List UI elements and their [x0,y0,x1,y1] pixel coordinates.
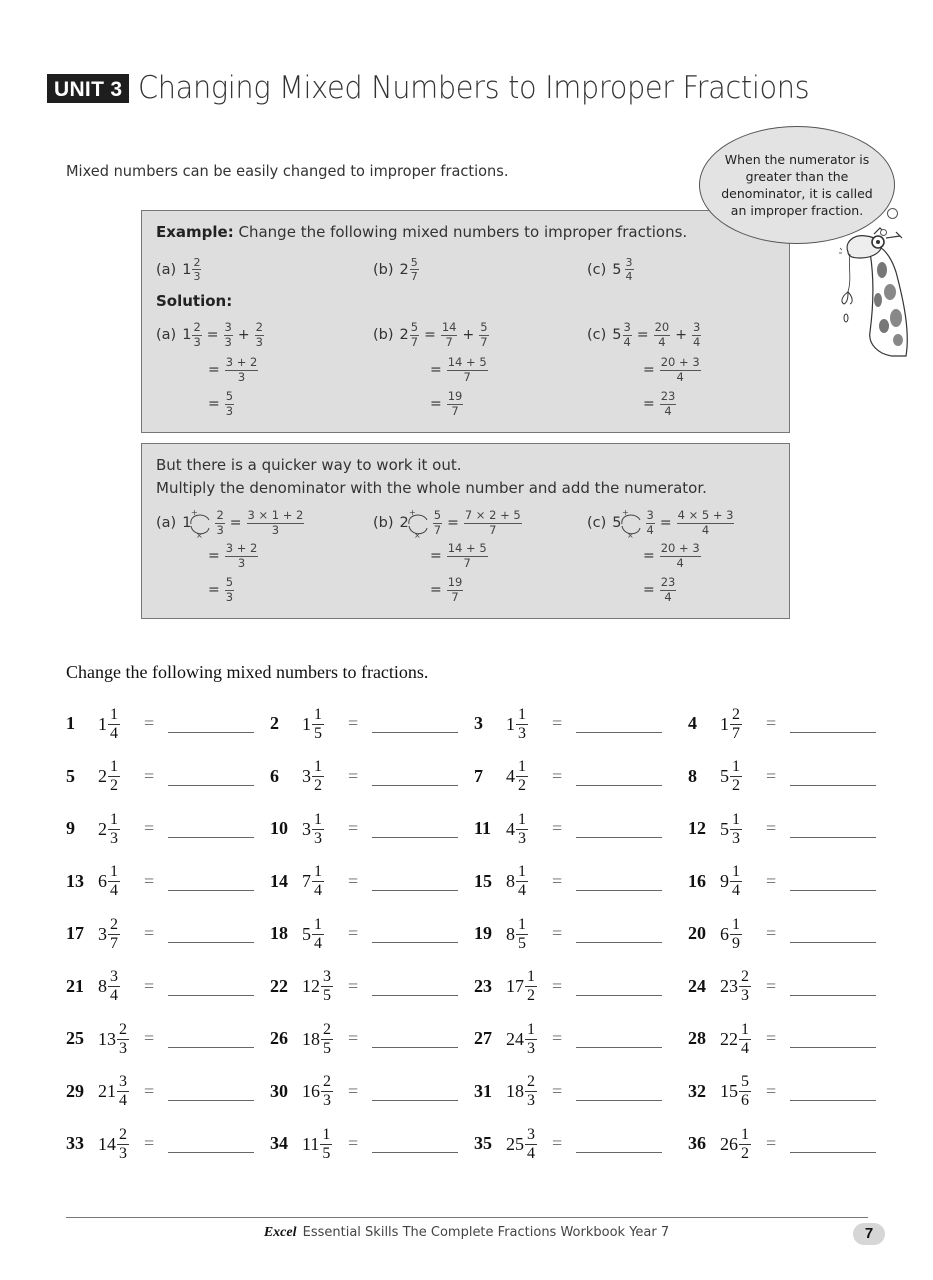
quick-c-step2: = $\frac{20 + 3}{4}$ [643,541,700,570]
answer-blank[interactable] [790,1100,876,1101]
answer-blank[interactable] [168,1100,254,1101]
solution-a-step3: = $\frac{5}{3}$ [208,389,234,418]
fraction: $\frac{5}{7}$ [410,256,418,283]
thought-bubble [699,126,895,244]
equals-sign: = [144,1080,155,1101]
footer-text [0,1225,933,1241]
question-item [270,705,470,745]
mixed-number: 9 $\frac{1}{4}$ [720,863,740,899]
mixed-number: 13 $\frac{2}{3}$ [98,1020,127,1057]
question-number: 18 [270,923,288,943]
answer-blank[interactable] [576,785,662,786]
equals-sign: = [552,1028,563,1048]
equals-sign: = [766,1133,777,1153]
unit-badge: UNIT 3 [47,74,129,103]
question-number: 32 [688,1080,706,1101]
example-heading [156,223,687,241]
answer-blank[interactable] [790,837,876,838]
footer-brand: Excel [263,1225,297,1240]
question-item [474,863,674,903]
cycle-arrow-icon [189,508,213,538]
mixed-number: 18 $\frac{2}{5}$ [302,1020,331,1057]
question-item [270,810,470,850]
equals-sign: = [766,713,777,733]
question-item [270,915,470,955]
example-item-a: (a) 1 $\frac{2}{3}$ [156,256,201,283]
mixed-number: 1 $\frac{1}{5}$ [302,705,322,742]
equals-sign: = [766,818,777,838]
equals-sign: = [144,1133,155,1153]
mixed-number: 6 $\frac{1}{4}$ [98,863,118,899]
question-number: 3 [474,713,483,733]
question-item [66,1125,266,1165]
equals-sign: = [348,818,359,838]
thought-dot-large [887,208,898,219]
equals-sign: = [766,1080,777,1101]
fraction: $\frac{3}{4}$ [625,256,633,283]
example-box [141,210,790,433]
svg-text:×: × [196,531,204,538]
answer-blank[interactable] [790,1047,876,1048]
quick-a-step3: = $\frac{5}{3}$ [208,575,234,604]
mixed-number: 21 $\frac{3}{4}$ [98,1073,127,1109]
mixed-number: 17 $\frac{1}{2}$ [506,968,535,1004]
svg-text:×: × [626,531,634,538]
question-number: 11 [474,818,492,838]
mixed-number: 8 $\frac{1}{4}$ [506,863,526,899]
mixed-number: 3 $\frac{2}{7}$ [98,915,118,952]
mixed-number: 5 $\frac{1}{3}$ [720,810,740,847]
quick-a-step2: = $\frac{3 + 2}{3}$ [208,541,258,570]
mixed-number: 12 $\frac{3}{5}$ [302,968,331,1004]
example-item-b: (b) 2 $\frac{5}{7}$ [373,256,418,283]
question-number: 33 [66,1133,84,1153]
answer-blank[interactable] [576,995,662,996]
answer-blank[interactable] [576,1100,662,1101]
answer-blank[interactable] [168,1047,254,1048]
answer-blank[interactable] [372,732,458,733]
quick-c-step3: = $\frac{23}{4}$ [643,575,676,604]
question-number: 1 [66,713,75,733]
question-number: 29 [66,1080,84,1101]
answer-blank[interactable] [372,942,458,943]
question-number: 35 [474,1133,492,1153]
question-item [688,863,888,903]
answer-blank[interactable] [576,1152,662,1153]
mixed-number: 1 $\frac{1}{4}$ [98,705,118,742]
cycle-arrow-icon [407,508,431,538]
answer-blank[interactable] [168,890,254,891]
mixed-number: 8 $\frac{3}{4}$ [98,968,118,1004]
mixed-number: 2 $\frac{1}{2}$ [98,758,118,794]
equals-sign: = [348,713,359,733]
equals-sign: = [348,870,359,891]
page-number: 7 [853,1223,885,1245]
mixed-number: 16 $\frac{2}{3}$ [302,1073,331,1109]
answer-blank[interactable] [168,785,254,786]
question-number: 28 [688,1028,706,1048]
quick-method-box [141,443,790,619]
question-item [66,705,266,745]
answer-blank[interactable] [372,995,458,996]
equals-sign: = [144,870,155,891]
quick-line-2: Multiply the denominator with the whole number and add the numerator. [156,479,707,497]
question-item [66,758,266,798]
mixed-number: 26 $\frac{1}{2}$ [720,1125,749,1162]
question-item [474,1073,674,1113]
answer-blank[interactable] [790,995,876,996]
answer-blank[interactable] [576,890,662,891]
question-item [270,1125,470,1165]
equals-sign: = [552,870,563,891]
question-item [688,915,888,955]
answer-blank[interactable] [372,1047,458,1048]
fraction: $\frac{2}{3}$ [193,256,201,283]
mixed-number: 5 $\frac{1}{2}$ [720,758,740,794]
equals-sign: = [144,923,155,943]
example-item-c: (c) 5 $\frac{3}{4}$ [587,256,633,283]
question-item [474,758,674,798]
mixed-number: 5 $\frac{1}{4}$ [302,915,322,952]
question-number: 2 [270,713,279,733]
equals-sign: = [144,818,155,838]
answer-blank[interactable] [576,942,662,943]
giraffe-icon [834,222,914,358]
solution-c-step1: (c) 5 $\frac{3}{4}$ = $\frac{20}{4}$ + $\frac{3}{4}$ [587,320,701,349]
question-item [66,1073,266,1113]
question-number: 17 [66,923,84,943]
answer-blank[interactable] [372,837,458,838]
footer-title: Essential Skills The Complete Fractions Workbook Year 7 [298,1225,670,1240]
mixed-number: 4 $\frac{1}{3}$ [506,810,526,847]
quick-b-step3: = $\frac{19}{7}$ [430,575,463,604]
svg-text:+: + [621,508,629,517]
answer-blank[interactable] [576,837,662,838]
equals-sign: = [552,713,563,733]
answer-blank[interactable] [790,942,876,943]
question-number: 7 [474,765,483,786]
mixed-number: 15 $\frac{5}{6}$ [720,1073,749,1109]
mixed-number: 25 $\frac{3}{4}$ [506,1125,535,1162]
solution-a-step2: = $\frac{3 + 2}{3}$ [208,355,258,384]
question-item [688,758,888,798]
quick-c-step1: (c) 5 + × $\frac{3}{4}$ = $\frac{4 \times 5 + 3}{4}$ [587,508,734,538]
question-number: 14 [270,870,288,891]
mixed-number: 22 $\frac{1}{4}$ [720,1020,749,1057]
solution-b-step2: = $\frac{14 + 5}{7}$ [430,355,487,384]
question-item [688,1125,888,1165]
equals-sign: = [144,713,155,733]
question-number: 12 [688,818,706,838]
question-number: 24 [688,975,706,996]
equals-sign: = [766,870,777,891]
equals-sign: = [766,1028,777,1048]
equals-sign: = [766,765,777,786]
solution-b-step1: (b) 2 $\frac{5}{7}$ = $\frac{14}{7}$ + $\frac{5}{7}$ [373,320,488,349]
thought-dot-small [880,229,887,236]
example-text: Change the following mixed numbers to improper fractions. [233,223,688,241]
mixed-number: 7 $\frac{1}{4}$ [302,863,322,899]
question-number: 36 [688,1133,706,1153]
equals-sign: = [552,1080,563,1101]
solution-a-step1: (a) 1 $\frac{2}{3}$ = $\frac{3}{3}$ + $\frac{2}{3}$ [156,320,263,349]
question-item [688,810,888,850]
answer-blank[interactable] [790,890,876,891]
question-number: 26 [270,1028,288,1048]
question-item [270,758,470,798]
question-item [688,968,888,1008]
question-item [270,1073,470,1113]
question-number: 23 [474,975,492,996]
question-item [270,968,470,1008]
answer-blank[interactable] [168,942,254,943]
equals-sign: = [144,975,155,996]
equals-sign: = [552,923,563,943]
equals-sign: = [348,975,359,996]
equals-sign: = [144,1028,155,1048]
question-number: 21 [66,975,84,996]
mixed-number: 8 $\frac{1}{5}$ [506,915,526,952]
question-item [270,1020,470,1060]
solution-c-step3: = $\frac{23}{4}$ [643,389,676,418]
page-title: Changing Mixed Numbers to Improper Fractions [138,70,810,106]
question-item [66,968,266,1008]
solution-b-step3: = $\frac{19}{7}$ [430,389,463,418]
equals-sign: = [552,818,563,838]
question-number: 8 [688,765,697,786]
mixed-number: 4 $\frac{1}{2}$ [506,758,526,794]
answer-blank[interactable] [576,732,662,733]
question-item [66,915,266,955]
mixed-number: 11 $\frac{1}{5}$ [302,1125,331,1162]
mixed-number: 3 $\frac{1}{2}$ [302,758,322,794]
question-item [270,863,470,903]
cycle-arrow-icon [620,508,644,538]
mixed-number: 3 $\frac{1}{3}$ [302,810,322,847]
equals-sign: = [552,1133,563,1153]
mixed-number: 18 $\frac{2}{3}$ [506,1073,535,1109]
exercise-instruction: Change the following mixed numbers to fractions. [66,662,429,682]
question-number: 13 [66,870,84,891]
answer-blank[interactable] [168,995,254,996]
question-number: 16 [688,870,706,891]
question-item [474,1020,674,1060]
mixed-number: 1 $\frac{1}{3}$ [506,705,526,742]
answer-blank[interactable] [168,1152,254,1153]
equals-sign: = [348,765,359,786]
mixed-number: 14 $\frac{2}{3}$ [98,1125,127,1162]
answer-blank[interactable] [168,837,254,838]
question-item [66,863,266,903]
question-item [474,810,674,850]
question-item [474,1125,674,1165]
answer-blank[interactable] [372,1152,458,1153]
quick-b-step2: = $\frac{14 + 5}{7}$ [430,541,487,570]
solution-heading: Solution: [156,292,233,310]
question-number: 25 [66,1028,84,1048]
equals-sign: = [552,765,563,786]
answer-blank[interactable] [790,732,876,733]
answer-blank[interactable] [790,1152,876,1153]
page-header [47,70,860,106]
answer-blank[interactable] [576,1047,662,1048]
answer-blank[interactable] [372,1100,458,1101]
question-number: 6 [270,765,279,786]
equals-sign: = [144,765,155,786]
svg-text:×: × [413,531,421,538]
question-number: 4 [688,713,697,733]
svg-text:+: + [191,508,199,517]
mixed-number: 24 $\frac{1}{3}$ [506,1020,535,1057]
question-item [474,968,674,1008]
quick-b-step1: (b) 2 + × $\frac{5}{7}$ = $\frac{7 \times 2 + 5}{7}$ [373,508,521,538]
quick-a-step1: (a) 1 + × $\frac{2}{3}$ = $\frac{3 \times 1 + 2}{3}$ [156,508,304,538]
question-number: 15 [474,870,492,891]
question-number: 10 [270,818,288,838]
example-label: Example: [156,223,234,241]
question-item [66,810,266,850]
question-item [688,1073,888,1113]
equals-sign: = [348,923,359,943]
mixed-number: 2 $\frac{1}{3}$ [98,810,118,847]
equals-sign: = [766,923,777,943]
question-number: 20 [688,923,706,943]
svg-text:+: + [408,508,416,517]
question-item [688,1020,888,1060]
question-item [474,915,674,955]
question-item [66,1020,266,1060]
equals-sign: = [766,975,777,996]
equals-sign: = [552,975,563,996]
question-item [474,705,674,745]
mixed-number: 1 $\frac{2}{7}$ [720,705,740,742]
question-number: 5 [66,765,75,786]
question-number: 22 [270,975,288,996]
answer-blank[interactable] [168,732,254,733]
mixed-number: 23 $\frac{2}{3}$ [720,968,749,1004]
question-number: 31 [474,1080,492,1101]
answer-blank[interactable] [372,785,458,786]
question-number: 30 [270,1080,288,1101]
answer-blank[interactable] [790,785,876,786]
equals-sign: = [348,1133,359,1153]
equals-sign: = [348,1080,359,1101]
quick-line-1: But there is a quicker way to work it out. [156,456,462,474]
intro-text: Mixed numbers can be easily changed to improper fractions. [66,162,509,180]
thought-bubble-text: When the numerator is greater than the denominator, it is called an improper fraction. [721,152,873,218]
mixed-number: 6 $\frac{1}{9}$ [720,915,740,952]
question-number: 34 [270,1133,288,1153]
question-number: 9 [66,818,75,838]
question-item [688,705,888,745]
equals-sign: = [348,1028,359,1048]
answer-blank[interactable] [372,890,458,891]
question-number: 19 [474,923,492,943]
question-number: 27 [474,1028,492,1048]
solution-c-step2: = $\frac{20 + 3}{4}$ [643,355,700,384]
footer-divider [66,1217,868,1218]
